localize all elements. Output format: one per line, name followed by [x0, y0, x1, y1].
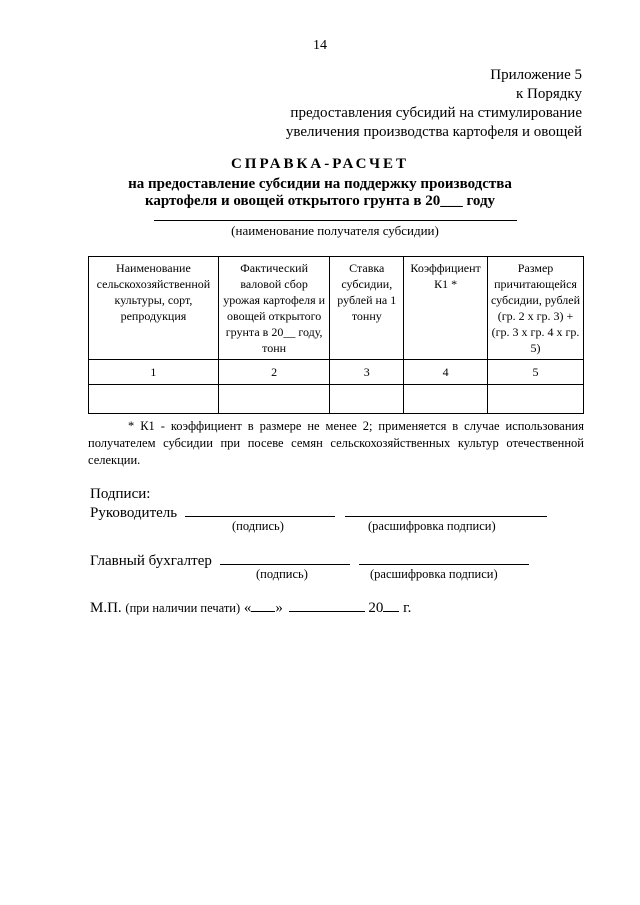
date-close-quote: »: [275, 600, 283, 616]
year-line[interactable]: [383, 597, 399, 612]
header-crop-name: Наименование сельскохозяйственной культуры, сорт, репродукция: [89, 257, 219, 360]
director-decode-caption: (расшифровка подписи): [368, 519, 496, 533]
column-number: 4: [404, 360, 488, 385]
header-harvest: Фактический валовой сбор урожая картофеля и овощей открытого грунта в 20__ году, тонн: [218, 257, 330, 360]
subtitle-line-2: картофеля и овощей открытого грунта в 20___ году: [144, 193, 496, 209]
table-header-row: [89, 257, 584, 360]
page-number: 14: [313, 38, 327, 53]
appendix-line-3: предоставления субсидий на стимулирование: [290, 105, 582, 121]
header-rate: Ставка субсидии, рублей на 1 тонну: [330, 257, 404, 360]
table-cell[interactable]: [488, 385, 584, 414]
column-number: 5: [488, 360, 584, 385]
document-title: СПРАВКА-РАСЧЕТ: [230, 156, 410, 172]
year-suffix: г.: [403, 600, 412, 616]
accountant-label: Главный бухгалтер: [90, 553, 212, 569]
director-decode-line[interactable]: [345, 502, 547, 517]
table-cell[interactable]: [330, 385, 404, 414]
mp-label: М.П.: [90, 600, 122, 616]
appendix-line-4: увеличения производства картофеля и овощей: [285, 124, 582, 140]
appendix-header: [286, 66, 582, 142]
table-number-row: [89, 360, 584, 385]
director-signature-line[interactable]: [185, 502, 335, 517]
table-cell[interactable]: [404, 385, 488, 414]
accountant-decode-line[interactable]: [359, 550, 529, 565]
column-number: 2: [218, 360, 330, 385]
date-open-quote: «: [243, 600, 252, 616]
stamp-date-row: [90, 597, 411, 617]
year-prefix: 20: [368, 600, 384, 616]
director-signature-caption: (подпись): [232, 519, 284, 533]
header-subsidy-amount: Размер причитающейся субсидии, рублей (гр. 2 х гр. 3) + (гр. 3 х гр. 4 х гр. 5): [488, 257, 584, 360]
document-subtitle: [0, 176, 640, 210]
accountant-signature-caption: (подпись): [256, 567, 308, 581]
appendix-line-1: Приложение 5: [490, 67, 582, 83]
table-row: [89, 385, 584, 414]
recipient-caption: (наименование получателя субсидии): [231, 223, 439, 238]
accountant-decode-caption: (расшифровка подписи): [370, 567, 498, 581]
table-cell[interactable]: [89, 385, 219, 414]
month-line[interactable]: [289, 597, 365, 612]
recipient-name-line: [154, 220, 517, 221]
calculation-table: [88, 256, 584, 414]
signatures-heading: Подписи:: [90, 486, 151, 502]
column-number: 3: [330, 360, 404, 385]
director-label: Руководитель: [90, 505, 178, 521]
table-cell[interactable]: [218, 385, 330, 414]
footnote: * К1 - коэффициент в размере не менее 2; применяется в случае использования получателем субсидии при посеве семян сельскохозяйственных культур отечественной селекции.: [88, 419, 584, 467]
appendix-line-2: к Порядку: [516, 86, 582, 102]
accountant-signature-line[interactable]: [220, 550, 350, 565]
mp-note: (при наличии печати): [125, 601, 241, 615]
subtitle-line-1: на предоставление субсидии на поддержку производства: [128, 176, 512, 192]
day-line[interactable]: [251, 597, 275, 612]
column-number: 1: [89, 360, 219, 385]
header-coefficient: Коэффициент К1 *: [404, 257, 488, 360]
